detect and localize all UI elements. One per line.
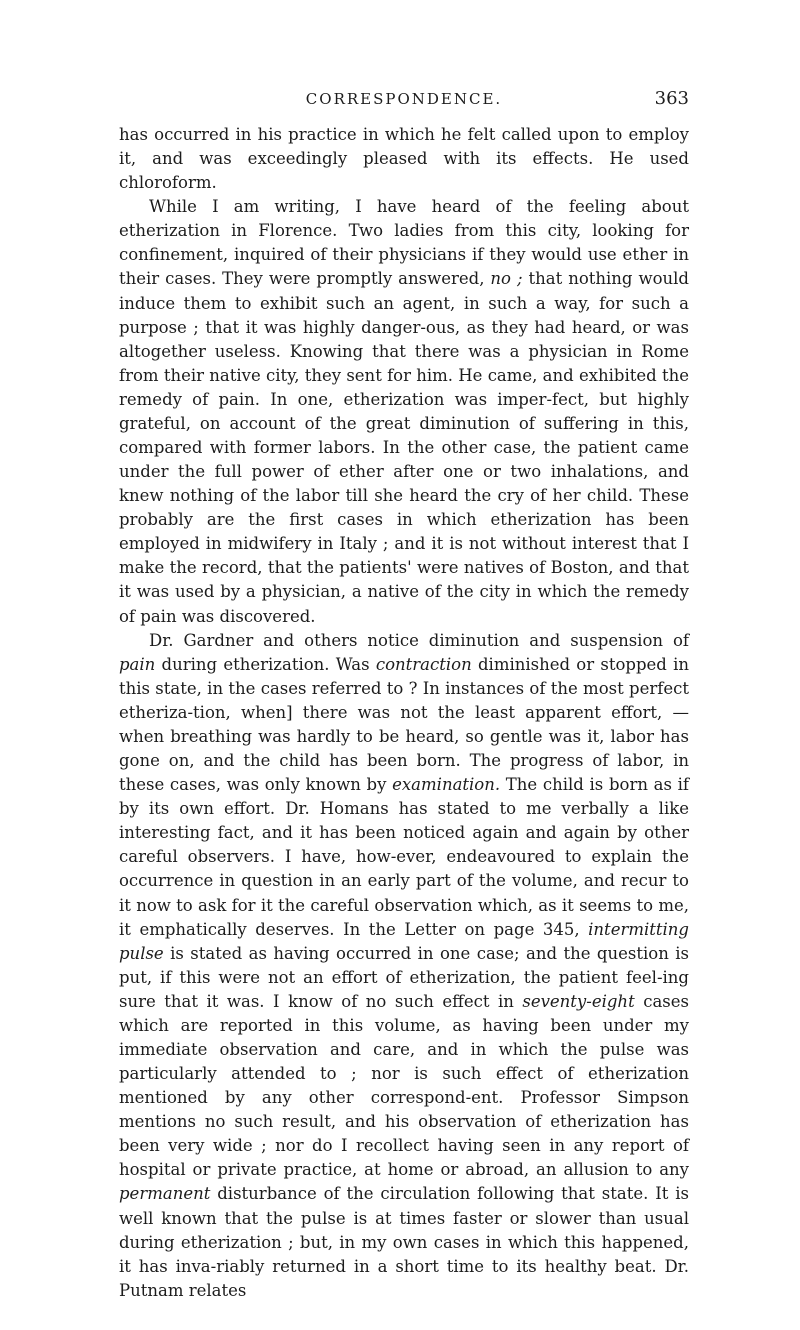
text-segment: diminished or stopped in this state, in the cases referred to ? In instances of the most perfect etheriza-tion, when] there was not the least apparent effort, — when breathing was hardly to be heard, so gentle was it, labor has gone on, and the child has been born. The progress of labor, in these cases, was only known by: [119, 654, 690, 795]
paragraph: [119, 629, 689, 1303]
text-segment: disturbance of the circulation following that state. It is well known that the pulse is at times faster or slower than usual during etherization ; but, in my own cases in which this happened, it has inva-riably returned in a short time to its healthy beat. Dr. Putnam relates: [119, 1184, 689, 1300]
text-segment: cases which are reported in this volume, as having been under my immediate observation and care, and in which the pulse was particularly attended to ; nor is such effect of etherization mentioned by any other correspond-ent. Professor Simpson mentions no such result, and his observation of etherization has been very wide ; nor do I recollect having seen in any report of hospital or private practice, at home or abroad, an allusion to any: [119, 991, 689, 1180]
page-number: 363: [654, 88, 689, 109]
text-segment: has occurred in his practice in which he felt called upon to employ it, and was exceedingly pleased with its effects. He used chloroform.: [119, 125, 689, 193]
paragraph: [119, 123, 689, 195]
paragraph: [119, 195, 689, 628]
text-segment: during etherization. Was: [155, 654, 376, 674]
text-segment: that nothing would induce them to exhibit such an agent, in such a way, for such a purpose ; that it was highly danger-ous, as they had heard, or was altogether useless. Knowing that there was a physician in Rome from their native city, they sent for him. He came, and exhibited the remedy of pain. In one, etherization was imper-fect, but highly grateful, on account of the great diminution of suffering in this, compared with former labors. In the other case, the patient came under the full power of ether after one or two inhalations, and knew nothing of the labor till she heard the cry of her child. These probably are the first cases in which etherization has been employed in midwifery in Italy ; and it is not without interest that I make the record, that the patients' were natives of Boston, and that it was used by a physician, a native of the city in which the remedy of pain was discovered.: [119, 269, 689, 626]
body-text: [119, 123, 689, 1303]
italic-text: no ;: [490, 269, 523, 289]
italic-text: examination.: [392, 775, 501, 795]
italic-text: intermitting pulse: [119, 919, 689, 963]
text-segment: The child is born as if by its own effort. Dr. Homans has stated to me verbally a like interesting fact, and it has been noticed again and again by other careful observers. I have, how-ever, endeavoured to explain the occurrence in question in an early part of the volume, and recur to it now to ask for it the careful observation which, as it seems to me, it emphatically deserves. In the Letter on page 345,: [119, 775, 689, 939]
page-header: [119, 88, 689, 112]
running-head: CORRESPONDENCE.: [305, 90, 503, 108]
italic-text: permanent: [119, 1184, 211, 1204]
italic-text: seventy-eight: [522, 991, 635, 1011]
text-segment: Dr. Gardner and others notice diminution and suspension of: [149, 630, 689, 650]
text-segment: is stated as having occurred in one case; and the question is put, if this were not an effort of etherization, the patient feel-ing sure that it was. I know of no such effect in: [119, 943, 689, 1011]
italic-text: pain: [119, 654, 156, 674]
italic-text: contraction: [375, 654, 472, 674]
text-segment: While I am writing, I have heard of the feeling about etherization in Florence. Two ladies from this city, looking for confinement, inquired of their physicians if they would use ether in their cases. They were promptly answered,: [119, 197, 689, 289]
